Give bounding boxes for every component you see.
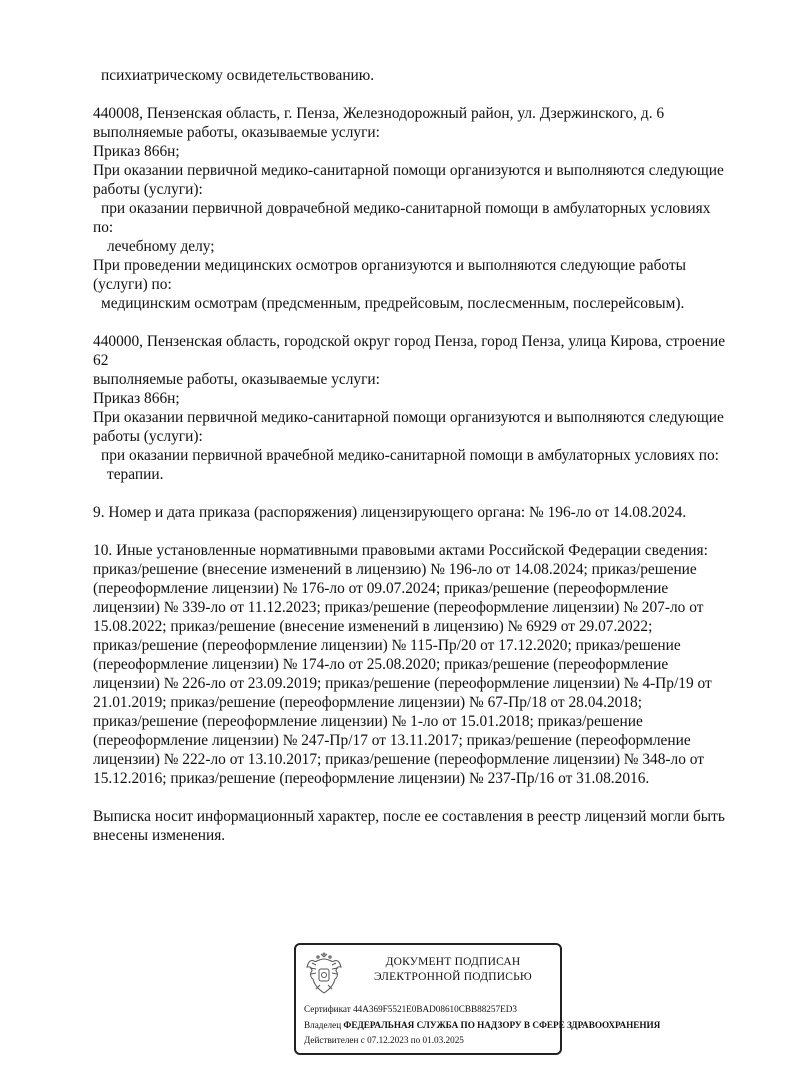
signature-title-line1: ДОКУМЕНТ ПОДПИСАН [385,956,521,968]
validity-row [304,1034,464,1046]
certificate-label: Сертификат [304,1004,351,1014]
document-body [93,66,765,845]
text-line: 21.01.2019; приказ/решение (переоформление лицензии) № 67-Пр/18 от 28.04.2018; [93,694,643,711]
text-line: При оказании первичной медико-санитарной помощи организуются и выполняются следующие [93,162,724,179]
validity-from: 07.12.2023 [367,1035,409,1045]
text-line: лицензии) № 226-ло от 23.09.2019; приказ/решение (переоформление лицензии) № 4-Пр/19 от [93,675,712,692]
text-line: при оказании первичной врачебной медико-санитарной помощи в амбулаторных условиях по: [101,447,719,464]
text-line: (услуги) по: [93,276,172,293]
text-line: 62 [93,352,109,369]
text-line: 440008, Пензенская область, г. Пенза, Железнодорожный район, ул. Дзержинского, д. 6 [93,105,665,122]
text-line: выполняемые работы, оказываемые услуги: [93,371,380,388]
text-line: приказ/решение (внесение изменений в лицензию) № 196-ло от 14.08.2024; приказ/решение [93,561,697,578]
text-line: при оказании первичной доврачебной медико-санитарной помощи в амбулаторных условиях [101,200,711,217]
signature-title-line2: ЭЛЕКТРОННОЙ ПОДПИСЬЮ [374,971,532,983]
text-line: При проведении медицинских осмотров организуются и выполняются следующие работы [93,257,686,274]
certificate-row [304,1003,517,1015]
text-line: работы (услуги): [93,181,203,198]
text-line: выполняемые работы, оказываемые услуги: [93,124,380,141]
paragraph-gap [93,85,765,104]
text-line: Выписка носит информационный характер, после ее составления в реестр лицензий могли быть [93,808,725,825]
text-line: 440000, Пензенская область, городской округ город Пенза, город Пенза, улица Кирова, строение [93,333,726,350]
electronic-signature-stamp [294,943,661,1055]
paragraph-gap [93,313,765,332]
validity-label: Действителен с [304,1035,365,1045]
certificate-value: 44A369F5521E0BAD08610CBB88257ED3 [353,1004,517,1014]
owner-row [304,1019,660,1031]
text-line: лечебному делу; [107,238,215,255]
paragraph-gap [93,788,765,807]
text-line: по: [93,219,114,236]
owner-label: Владелец [304,1020,342,1030]
text-line: (переоформление лицензии) № 174-ло от 25.08.2020; приказ/решение (переоформление [93,656,669,673]
coat-of-arms-icon [304,951,344,997]
text-line: 15.12.2016; приказ/решение (переоформление лицензии) № 237-Пр/16 от 31.08.2016. [93,770,650,787]
text-line: работы (услуги): [93,428,203,445]
text-line: приказ/решение (переоформление лицензии) № 1-ло от 15.01.2018; приказ/решение [93,713,643,730]
validity-to: 01.03.2025 [422,1035,464,1045]
text-line: лицензии) № 222-ло от 13.10.2017; приказ/решение (переоформление лицензии) № 348-ло от [93,751,704,768]
text-line: 15.08.2022; приказ/решение (внесение изменений в лицензию) № 6929 от 29.07.2022; [93,618,653,635]
text-line: терапии. [107,466,164,483]
text-line: 9. Номер и дата приказа (распоряжения) лицензирующего органа: № 196-ло от 14.08.2024. [93,504,687,521]
validity-to-label: по [410,1035,421,1045]
text-line: (переоформление лицензии) № 176-ло от 09.07.2024; приказ/решение (переоформление [93,580,669,597]
signature-title [358,955,548,985]
owner-value: ФЕДЕРАЛЬНАЯ СЛУЖБА ПО НАДЗОРУ В СФЕРЕ ЗДРАВООХРАНЕНИЯ [343,1020,661,1030]
text-line: психиатрическому освидетельствованию. [101,67,375,84]
text-line: приказ/решение (переоформление лицензии) № 115-Пр/20 от 17.12.2020; приказ/решение [93,637,681,654]
paragraph-gap [93,484,765,503]
text-line: медицинским осмотрам (предсменным, предрейсовым, послесменным, послерейсовым). [101,295,685,312]
text-line: лицензии) № 339-ло от 11.12.2023; приказ/решение (переоформление лицензии) № 207-ло от [93,599,704,616]
paragraph-gap [93,522,765,541]
text-line: Приказ 866н; [93,143,180,160]
text-line: внесены изменения. [93,827,226,844]
text-line: Приказ 866н; [93,390,180,407]
text-line: (переоформление лицензии) № 247-Пр/17 от 13.11.2017; приказ/решение (переоформление [93,732,691,749]
text-line: 10. Иные установленные нормативными правовыми актами Российской Федерации сведения: [93,542,708,559]
text-line: При оказании первичной медико-санитарной помощи организуются и выполняются следующие [93,409,724,426]
